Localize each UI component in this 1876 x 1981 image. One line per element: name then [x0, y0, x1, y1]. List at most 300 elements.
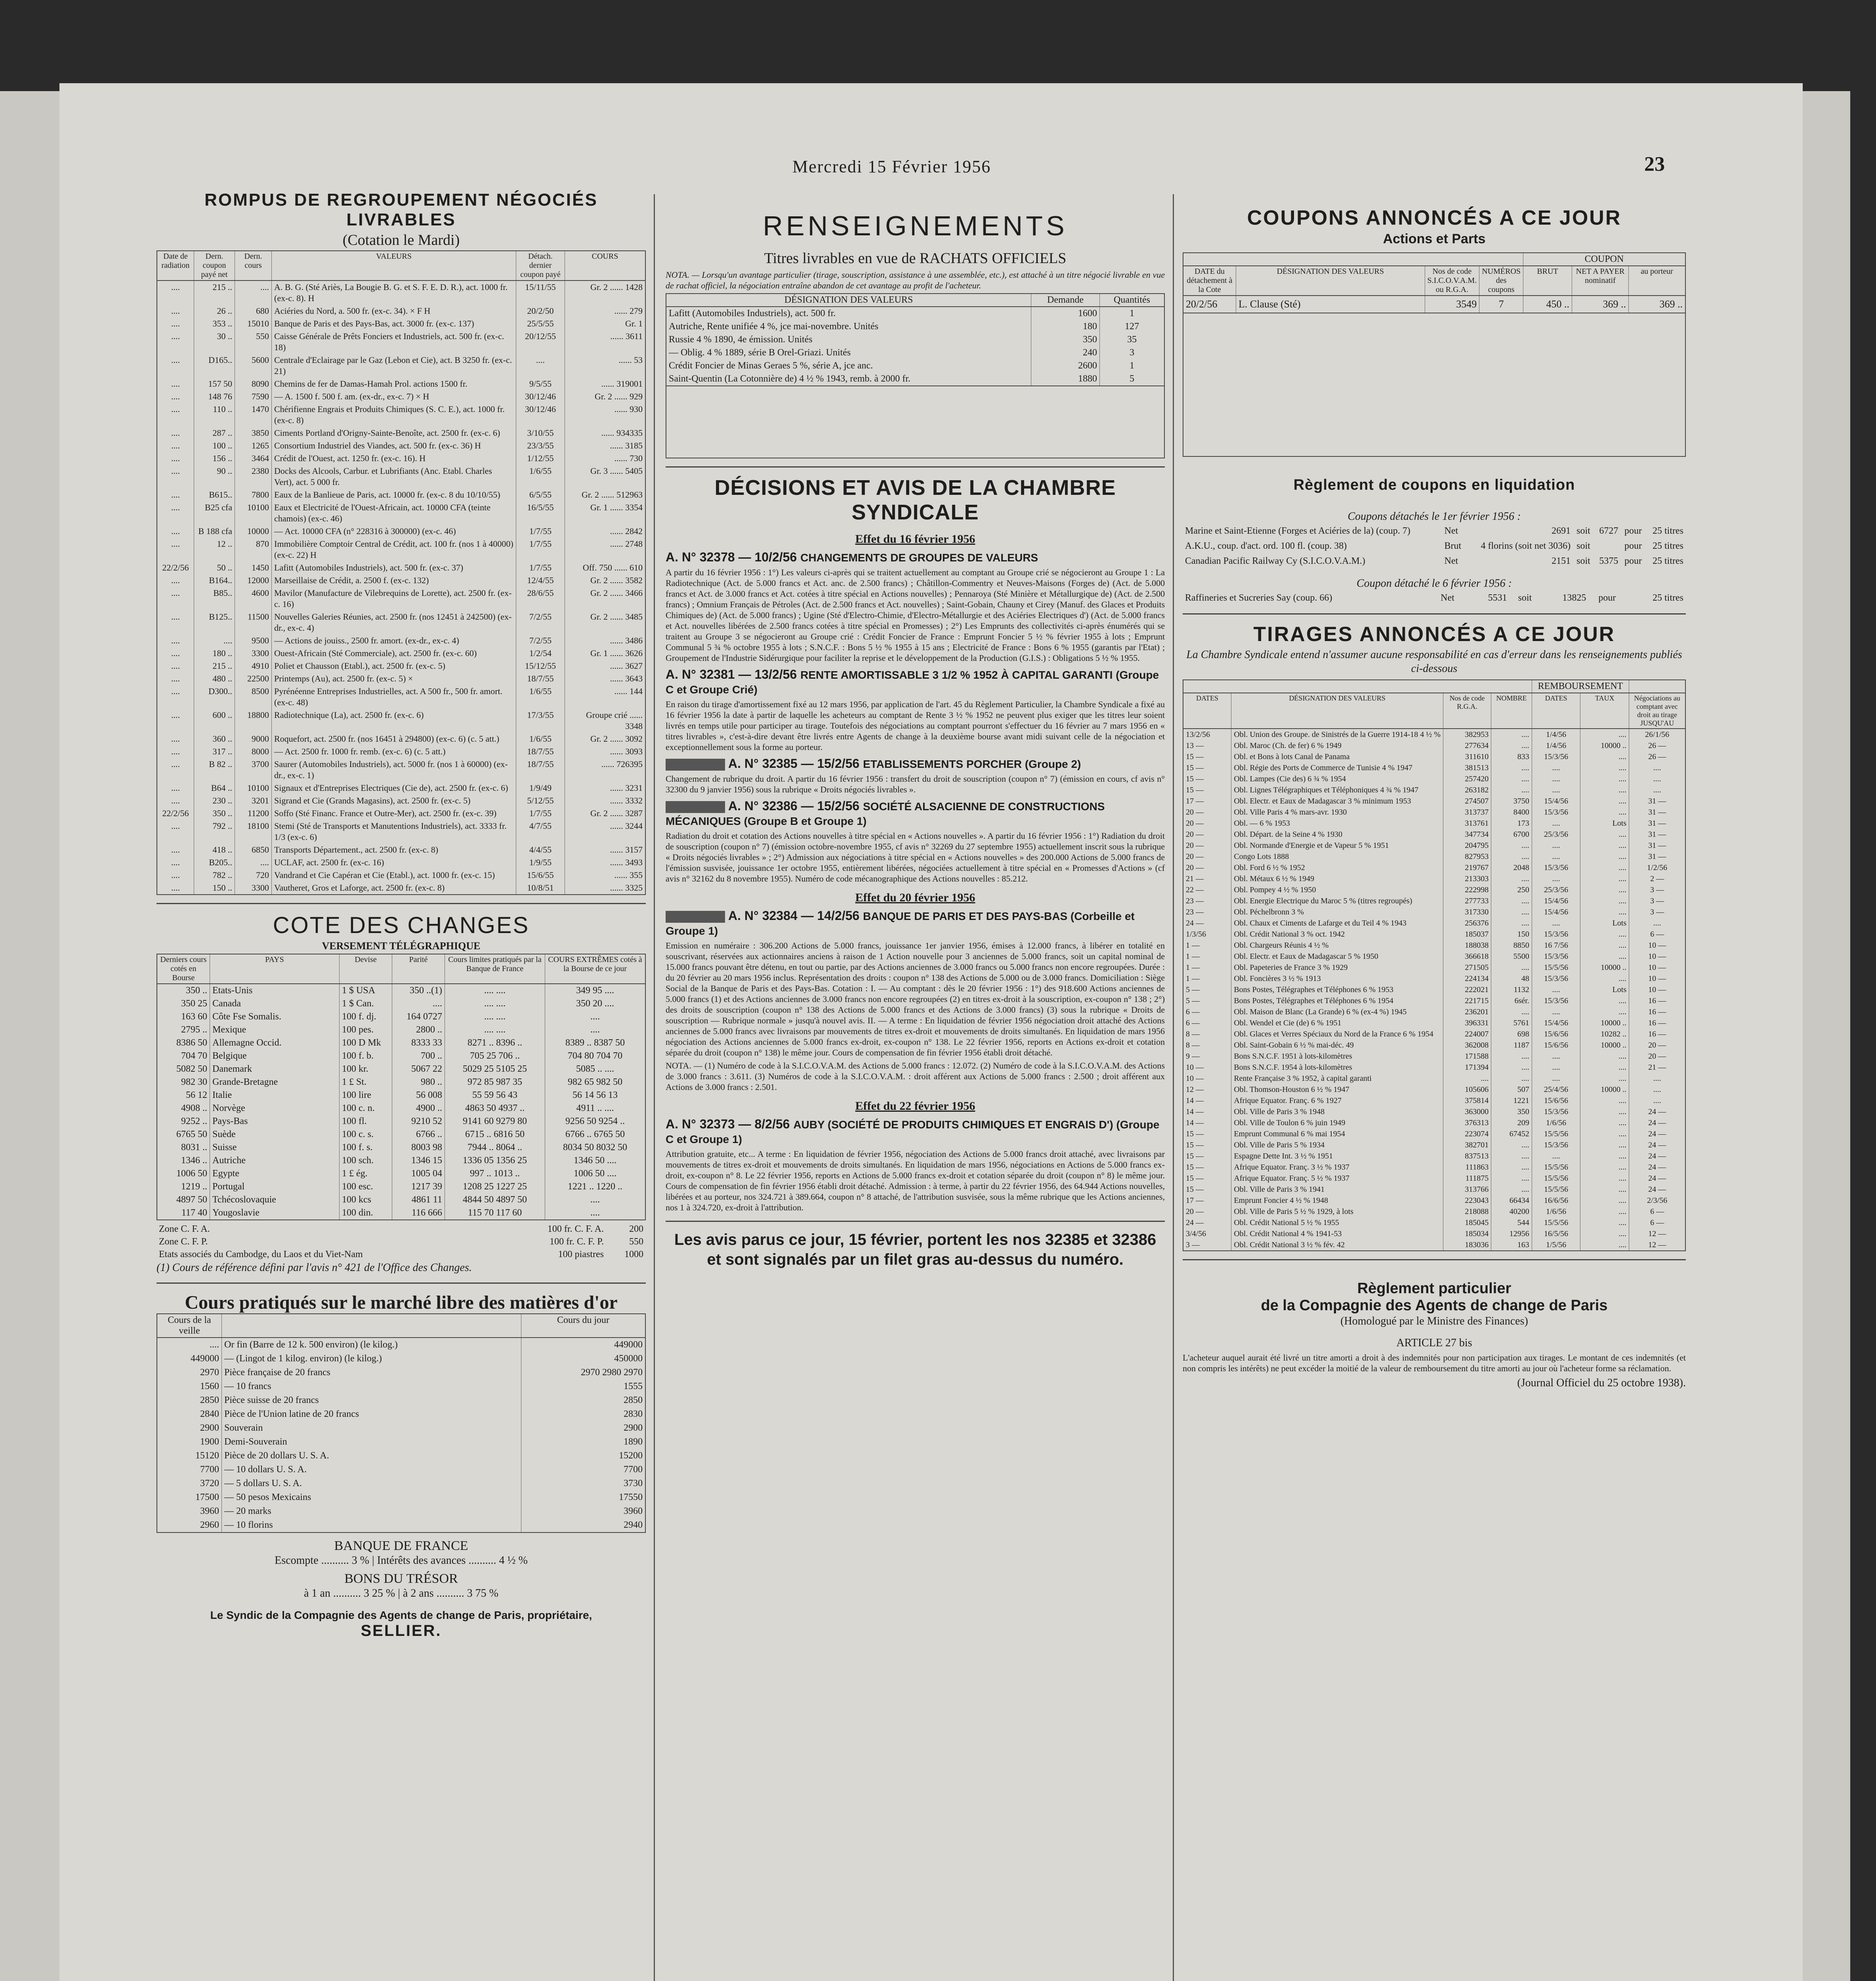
- or-row-cell: Pièce de 20 dollars U. S. A.: [222, 1449, 521, 1463]
- filet-gras: [666, 759, 725, 771]
- rompus-row-cell: Mavilor (Manufacture de Vilebrequins de Lorette), act. 2500 fr. (ex-c. 16): [272, 587, 516, 611]
- reglement-row-cell: [1594, 538, 1621, 553]
- rompus-row-cell: ....: [157, 634, 194, 647]
- or-row-cell: Pièce suisse de 20 francs: [222, 1393, 521, 1407]
- rompus-row-cell: Lafitt (Automobiles Industriels), act. 500 fr. (ex-c. 37): [272, 561, 516, 574]
- tirages-row-cell: 20 —: [1183, 829, 1231, 840]
- rompus-row-cell: 3464: [235, 452, 272, 465]
- tirages-row-cell: 26 —: [1629, 751, 1685, 762]
- tirages-row-cell: 1221: [1491, 1095, 1532, 1106]
- tirages-row-cell: 31 —: [1629, 818, 1685, 829]
- tirages-row-cell: ....: [1580, 1139, 1629, 1151]
- tirages-row-cell: Obl. Ville de Toulon 6 % juin 1949: [1231, 1117, 1443, 1128]
- tirages-row-cell: 507: [1491, 1084, 1532, 1095]
- renseignements-row-cell: 35: [1100, 333, 1165, 346]
- zone-row-cell: 100 fr. C. F. P.: [550, 1237, 604, 1247]
- coupons-header-5: NET A PAYER nominatif: [1572, 266, 1629, 296]
- rompus-row-cell: 15/6/55: [516, 869, 565, 882]
- coupons-row-cell: 450 ..: [1523, 296, 1572, 313]
- rompus-row: [157, 561, 645, 574]
- changes-row-cell: 4897 50: [157, 1193, 210, 1206]
- tirages-row: [1183, 1139, 1685, 1151]
- rompus-row-cell: ....: [235, 856, 272, 869]
- tirages-row-cell: 15/4/56: [1532, 796, 1580, 807]
- tirages-row-cell: 15/3/56: [1532, 1106, 1580, 1117]
- tirages-row-cell: 313737: [1443, 807, 1491, 818]
- or-row: [157, 1407, 645, 1421]
- avis-text: En raison du tirage d'amortissement fixé au 12 mars 1956, par application de l'art. 45 du Règlement Particulier, la Chambre Syndicale a fixé au 16 février 1956 la date à partir de laquelle les acheteurs au comptant de Rente 3 ½ % 1952 ne peuvent plus exiger que les titres leur soient livrés en temps utile pour participer au tirage. Toutefois des négociations au comptant pourront s'effectuer du 16 février au 7 mars 1956 en « titres livrables », c'est-à-dire devant être livrés entre Agents de change à la deuxième bourse avant midi suivant celle de la négociation et exceptionnellement sous la forme au porteur.: [666, 699, 1165, 752]
- divider: [666, 1221, 1165, 1222]
- tirages-row: [1183, 918, 1685, 929]
- avis-text: Radiation du droit et cotation des Actions nouvelles à titre spécial en « Actions nouvelles ». A partir du 16 février 1956 : 1°) Radiation du droit de souscription (coupon n° 7) (émission octobre-novembre 1955, cf avis n° 32269 du 27 septembre 1955) actuellement inscrit sous la rubrique « Droits négociés livrables » ; 2°) Admission aux négociations à titre spécial en « Actions nouvelles » des 200.000 Actions de 5.000 francs de l'émission susvisée, jouissance 1er octobre 1955, entièrement libérées, négociées actuellement à titre spécial en « Promesses d'Actions » (cf avis n° 32162 du 8 novembre 1955). Numéro de code mécanographique des Actions nouvelles : 85.212.: [666, 831, 1165, 884]
- changes-row-cell: Italie: [210, 1089, 340, 1102]
- changes-row-cell: 6765 50: [157, 1128, 210, 1141]
- rompus-row-cell: 12000: [235, 574, 272, 587]
- or-row-cell: 1560: [157, 1380, 222, 1393]
- changes-row-cell: 55 59 56 43: [445, 1089, 545, 1102]
- tirages-row-cell: Obl. Foncières 3 ½ % 1913: [1231, 973, 1443, 984]
- banque-title: BANQUE DE FRANCE: [334, 1538, 468, 1553]
- rompus-row-cell: Gr. 1: [565, 317, 646, 330]
- changes-row-cell: 1217 39: [392, 1180, 445, 1193]
- rompus-row-cell: Centrale d'Eclairage par le Gaz (Lebon et Cie), act. B 3250 fr. (ex-c. 21): [272, 354, 516, 378]
- renseignements-row: [666, 320, 1164, 333]
- tirages-row: [1183, 1228, 1685, 1239]
- tirages-row: [1183, 807, 1685, 818]
- rompus-row-cell: 18100: [235, 820, 272, 844]
- tirages-row-cell: 31 —: [1629, 807, 1685, 818]
- rompus-section: [156, 190, 646, 895]
- tirages-row-cell: 10 —: [1629, 984, 1685, 995]
- changes-row-cell: 350 ..(1): [392, 984, 445, 997]
- rompus-row-cell: 15/12/55: [516, 660, 565, 672]
- reglement-row-cell: 5375: [1599, 556, 1618, 566]
- tirages-row-cell: ....: [1532, 851, 1580, 862]
- tirages-row-cell: ....: [1580, 751, 1629, 762]
- changes-row-cell: 6715 .. 6816 50: [445, 1128, 545, 1141]
- tirages-row-cell: 20 —: [1183, 1206, 1231, 1217]
- reglement-row-cell: 13825: [1562, 593, 1586, 603]
- tirages-row: [1183, 1062, 1685, 1073]
- changes-row-cell: 982 30: [157, 1076, 210, 1089]
- changes-header-0: Derniers cours cotés en Bourse: [157, 954, 210, 984]
- tirages-row-cell: 10 —: [1629, 940, 1685, 951]
- tirages-row-cell: 66434: [1491, 1195, 1532, 1206]
- reglement-row-cell: 25 titres: [1653, 593, 1683, 603]
- tirages-row-cell: 15/4/56: [1532, 907, 1580, 918]
- tirages-row-cell: 15/5/56: [1532, 1162, 1580, 1173]
- rompus-row-cell: B205..: [194, 856, 235, 869]
- tirages-row-cell: Obl. Normande d'Energie et de Vapeur 5 % 1951: [1231, 840, 1443, 851]
- avis-tag: BANQUE DE PARIS ET DES PAYS-BAS (Corbeille et Groupe 1): [666, 910, 1135, 937]
- avis-item: [666, 799, 1165, 884]
- tirages-row-cell: 833: [1491, 751, 1532, 762]
- rompus-row-cell: ....: [157, 427, 194, 439]
- or-row: [157, 1477, 645, 1491]
- changes-row-cell: 100 kr.: [340, 1063, 392, 1076]
- column-rule-1: [654, 194, 655, 1981]
- tirages-row-cell: Obl. Papeteries de France 3 % 1929: [1231, 962, 1443, 973]
- tirages-row-cell: 2048: [1491, 862, 1532, 873]
- rompus-row-cell: 1/7/55: [516, 525, 565, 538]
- renseignements-table: [666, 293, 1165, 386]
- avis-tag: ETABLISSEMENTS PORCHER (Groupe 2): [863, 758, 1081, 770]
- tirages-row-cell: ....: [1532, 1006, 1580, 1017]
- rompus-row-cell: Gr. 2 ...... 3466: [565, 587, 646, 611]
- rompus-row-cell: Vandrand et Cie Capéran et Cie (Etabl.), act. 1000 fr. (ex-c. 15): [272, 869, 516, 882]
- tirages-row-cell: ....: [1580, 1051, 1629, 1062]
- or-row-cell: — 50 pesos Mexicains: [222, 1491, 521, 1504]
- rompus-row-cell: Gr. 2 ...... 3582: [565, 574, 646, 587]
- rompus-row-cell: 100 ..: [194, 439, 235, 452]
- changes-row-cell: 115 70 117 60: [445, 1206, 545, 1220]
- renseignements-row-cell: 2600: [1031, 359, 1100, 372]
- rompus-row-cell: ....: [157, 794, 194, 807]
- avis-text: Changement de rubrique du droit. A partir du 16 février 1956 : transfert du droit de souscription (coupon n° 7) (émission en cours, cf avis n° 32300 du 9 janvier 1956) sous la rubrique « Droits négociés livrables ».: [666, 774, 1165, 794]
- renseignements-row: [666, 333, 1164, 346]
- rompus-row-cell: ...... 3486: [565, 634, 646, 647]
- tirages-row-cell: ....: [1580, 1106, 1629, 1117]
- rompus-row-cell: Stemi (Sté de Transports et Manutentions Industriels), act. 3333 fr. 1/3 (ex-c. 6): [272, 820, 516, 844]
- rompus-row-cell: ....: [157, 439, 194, 452]
- rompus-row-cell: ...... 3185: [565, 439, 646, 452]
- changes-row-cell: 1221 .. 1220 ..: [545, 1180, 646, 1193]
- tirages-row-cell: ....: [1580, 951, 1629, 962]
- rompus-row-cell: ...... 3643: [565, 672, 646, 685]
- tirages-row-cell: 3 —: [1629, 895, 1685, 907]
- changes-row-cell: 100 din.: [340, 1206, 392, 1220]
- changes-row-cell: 116 666: [392, 1206, 445, 1220]
- rompus-row-cell: Pyrénéenne Entreprises Industrielles, act. A 500 fr., 500 fr. amort. (ex-c. 48): [272, 685, 516, 709]
- rompus-row-cell: 28/6/55: [516, 587, 565, 611]
- coupons-row-cell: 3549: [1425, 296, 1479, 313]
- or-row: [157, 1491, 645, 1504]
- rompus-row-cell: — A. 1500 f. 500 f. am. (ex-dr., ex-c. 7) × H: [272, 390, 516, 403]
- rompus-row-cell: ...... 144: [565, 685, 646, 709]
- changes-row-cell: 56 008: [392, 1089, 445, 1102]
- rompus-row-cell: 350 ..: [194, 807, 235, 820]
- rompus-row-cell: 1/7/55: [516, 561, 565, 574]
- changes-row-cell: 1 $ Can.: [340, 997, 392, 1010]
- tirages-row-cell: Obl. Crédit National 3 % oct. 1942: [1231, 929, 1443, 940]
- tirages-row-cell: 2 —: [1629, 873, 1685, 884]
- tirages-row-cell: Obl. Electr. et Eaux de Madagascar 3 % minimum 1953: [1231, 796, 1443, 807]
- tirages-row-cell: Obl. Crédit National 5 ½ % 1955: [1231, 1217, 1443, 1228]
- tirages-row-cell: 12956: [1491, 1228, 1532, 1239]
- rompus-row-cell: Nouvelles Galeries Réunies, act. 2500 fr. (nos 12451 à 242500) (ex-dr., ex-c. 4): [272, 611, 516, 634]
- tirages-row-cell: 21 —: [1629, 1062, 1685, 1073]
- rompus-row-cell: 1/6/55: [516, 685, 565, 709]
- changes-row: [157, 1206, 645, 1220]
- tirages-row-cell: ....: [1580, 1006, 1629, 1017]
- tirages-row-cell: ....: [1532, 840, 1580, 851]
- rompus-row-cell: B85..: [194, 587, 235, 611]
- changes-row-cell: 1 £ ég.: [340, 1167, 392, 1180]
- effet-2: Effet du 20 février 1956: [855, 891, 975, 904]
- or-row-cell: 1555: [521, 1380, 646, 1393]
- renseignements-row-cell: 5: [1100, 372, 1165, 386]
- tirages-row: [1183, 740, 1685, 751]
- tirages-row-cell: ....: [1532, 918, 1580, 929]
- tirages-row-cell: ....: [1491, 1162, 1532, 1173]
- tirages-row-cell: ....: [1580, 1095, 1629, 1106]
- rompus-row-cell: 1/7/55: [516, 807, 565, 820]
- renseignements-row: [666, 307, 1164, 320]
- changes-row-cell: 1005 04: [392, 1167, 445, 1180]
- rompus-row-cell: ....: [194, 634, 235, 647]
- tirages-row-cell: ....: [1491, 851, 1532, 862]
- rompus-row-cell: ....: [157, 317, 194, 330]
- changes-row-cell: 100 D Mk: [340, 1036, 392, 1050]
- reglement-row-cell: soit: [1576, 556, 1590, 566]
- rompus-row: [157, 305, 645, 317]
- rompus-row-cell: 26 ..: [194, 305, 235, 317]
- tirages-subtitle: La Chambre Syndicale entend n'assumer aucune responsabilité en cas d'erreur dans les renseignements publiés ci-dessous: [1186, 649, 1682, 675]
- rompus-row-cell: 10/8/51: [516, 882, 565, 895]
- rompus-row-cell: 12 ..: [194, 538, 235, 561]
- tirages-row-cell: 40200: [1491, 1206, 1532, 1217]
- tirages-row-cell: Obl. et Bons à lots Canal de Panama: [1231, 751, 1443, 762]
- rompus-row-cell: Sigrand et Cie (Grands Magasins), act. 2500 fr. (ex-c. 5): [272, 794, 516, 807]
- rompus-row: [157, 634, 645, 647]
- tirages-row: [1183, 784, 1685, 796]
- tirages-row-cell: Obl. Saint-Gobain 6 ½ % mai-déc. 49: [1231, 1040, 1443, 1051]
- tirages-row: [1183, 940, 1685, 951]
- rompus-row: [157, 685, 645, 709]
- rompus-row-cell: 317 ..: [194, 745, 235, 758]
- rompus-row-cell: ....: [157, 611, 194, 634]
- rompus-row-cell: 10000: [235, 525, 272, 538]
- tirages-row-cell: Espagne Dette Int. 3 ½ % 1951: [1231, 1151, 1443, 1162]
- coupons-table: [1183, 252, 1686, 313]
- tirages-header-4: DATES: [1532, 693, 1580, 729]
- tirages-row-cell: 14 —: [1183, 1106, 1231, 1117]
- or-row-cell: 1890: [521, 1435, 646, 1449]
- or-row: [157, 1435, 645, 1449]
- rompus-row-cell: 110 ..: [194, 403, 235, 427]
- tirages-row-cell: ....: [1580, 773, 1629, 784]
- rompus-row: [157, 660, 645, 672]
- changes-row-cell: 5067 22: [392, 1063, 445, 1076]
- or-row: [157, 1393, 645, 1407]
- avis-text: Emission en numéraire : 306.200 Actions de 5.000 francs, jouissance 1er janvier 1956, émises à 12.000 francs, à libérer en totalité en souscrivant, réservées aux actionnaires anciens à raison de 1 Action nouvelle pour 3 anciennes de 5.000 francs, soit un capital nominal de 15.000 francs pouvant être détenu, en tout ou partie, par des Actions anciennes de 3.000 francs ou 5.000 francs non encore regroupées. Durée : du 20 février au 20 mars 1956 inclus. Représentation des droits : coupon n° 138 des Actions de 5.000 ou de 3.000 francs. Domiciliation : Siège Social de la Banque de Paris et des Pays-Bas. Cotation : I. — Au comptant : dès le 20 février 1956 : 1°) des 918.600 Actions anciennes de 5.000 francs (1) et des Actions anciennes de 3.000 francs non encore regroupées (2) en titres ex-droit à la souscription, ex-coupon n° 138 ; 2°) des droits de souscription (coupon n° 138 des Actions de 5.000 francs et des Actions de 3.000 francs) (3) sous la rubrique « Droits de souscription — Rubrique normale » jusqu'à nouvel avis. II. — A terme : En liquidation de février 1956 négociation droit attaché des Actions anciennes de 5.000 francs avec livraisons par mouvements de titres ex-droit et mouvements de droits simultanés. En liquidation de mars 1956 négociation des Actions anciennes de 5.000 francs ex-droit, ex-coupon n° 138. Le 22 février 1956, reports en Actions ex-droit et cotation séparée du droit (coupon n° 138) le même jour. Cours de compensation de fin février 1956 établi droit détaché.: [666, 941, 1165, 1057]
- or-row-cell: 2970: [157, 1366, 222, 1380]
- rompus-row-cell: 418 ..: [194, 844, 235, 856]
- rompus-row-cell: Vautheret, Gros et Laforge, act. 2500 fr. (ex-c. 8): [272, 882, 516, 895]
- tirages-row-cell: ....: [1580, 1195, 1629, 1206]
- tirages-row-cell: Afrique Equator. Franç. 3 ½ % 1937: [1231, 1162, 1443, 1173]
- tirages-row-cell: ....: [1580, 907, 1629, 918]
- zone-row-cell: 100 piastres: [558, 1249, 604, 1260]
- tirages-row-cell: Obl. Ville de Paris 5 ½ % 1929, à lots: [1231, 1206, 1443, 1217]
- tirages-row-cell: 24 —: [1629, 1117, 1685, 1128]
- tirages-row-cell: 25/4/56: [1532, 1084, 1580, 1095]
- reglement-row-cell: 5531: [1488, 593, 1507, 603]
- changes-row-cell: ....: [392, 997, 445, 1010]
- rompus-row-cell: 11200: [235, 807, 272, 820]
- tirages-row-cell: 48: [1491, 973, 1532, 984]
- tirages-row-cell: 1 —: [1183, 951, 1231, 962]
- rompus-row: [157, 378, 645, 390]
- tirages-row-cell: 16 —: [1629, 995, 1685, 1006]
- coupons-subtitle: Actions et Parts: [1383, 231, 1486, 246]
- tirages-row: [1183, 1073, 1685, 1084]
- or-row-cell: — 20 marks: [222, 1504, 521, 1518]
- rompus-header-3: VALEURS: [272, 251, 516, 281]
- tirages-row-cell: Emprunt Foncier 4 ½ % 1948: [1231, 1195, 1443, 1206]
- or-row: [157, 1518, 645, 1533]
- changes-row-cell: 972 85 987 35: [445, 1076, 545, 1089]
- reglement-row: [1183, 590, 1686, 605]
- tirages-row-cell: 376313: [1443, 1117, 1491, 1128]
- tirages-row-cell: 20 —: [1629, 1051, 1685, 1062]
- tirages-row-cell: 22 —: [1183, 884, 1231, 895]
- changes-row-cell: 8031 ..: [157, 1141, 210, 1154]
- tirages-row-cell: ....: [1491, 1051, 1532, 1062]
- reglement-title: Règlement de coupons en liquidation: [1293, 477, 1575, 493]
- left-column: [156, 190, 646, 1640]
- changes-row-cell: 4900 ..: [392, 1102, 445, 1115]
- tirages-row-cell: ....: [1491, 762, 1532, 773]
- avis-tag: SOCIÉTÉ ALSACIENNE DE CONSTRUCTIONS MÉCANIQUES (Groupe B et Groupe 1): [666, 800, 1105, 827]
- tirages-row-cell: Obl. Lampes (Cie des) 6 ¾ % 1954: [1231, 773, 1443, 784]
- changes-row-cell: 1006 50: [157, 1167, 210, 1180]
- changes-row-cell: 1 £ St.: [340, 1076, 392, 1089]
- coupons-section: [1183, 206, 1686, 457]
- renseignements-section: [666, 210, 1165, 458]
- zone-row-cell: 550: [629, 1237, 643, 1247]
- or-row-cell: 2960: [157, 1518, 222, 1533]
- tirages-row-cell: 311610: [1443, 751, 1491, 762]
- changes-row-cell: 1219 ..: [157, 1180, 210, 1193]
- rompus-header-1: Dern. coupon payé net: [194, 251, 235, 281]
- or-row: [157, 1463, 645, 1477]
- tirages-row-cell: 1/2/56: [1629, 862, 1685, 873]
- closing-notice: Les avis parus ce jour, 15 février, portent les nos 32385 et 32386 et sont signalés par un filet gras au-dessus du numéro.: [674, 1231, 1157, 1268]
- tirages-row-cell: ....: [1629, 1073, 1685, 1084]
- tirages-row-cell: 12 —: [1183, 1084, 1231, 1095]
- tirages-row: [1183, 1206, 1685, 1217]
- rompus-row-cell: ....: [157, 782, 194, 794]
- rompus-row-cell: ....: [157, 330, 194, 354]
- rompus-row-cell: ...... 3231: [565, 782, 646, 794]
- reglement-row-cell: 2151: [1552, 556, 1571, 566]
- or-row-cell: 7700: [157, 1463, 222, 1477]
- coupons-row-cell: 369 ..: [1629, 296, 1686, 313]
- tirages-row-cell: ....: [1532, 1051, 1580, 1062]
- rompus-row-cell: Gr. 2 ...... 1428: [565, 281, 646, 305]
- renseignements-row-cell: 3: [1100, 346, 1165, 359]
- tirages-row-cell: Emprunt Communal 6 % mai 1954: [1231, 1128, 1443, 1139]
- rompus-row-cell: 18800: [235, 709, 272, 733]
- or-row-cell: 1900: [157, 1435, 222, 1449]
- tirages-row-cell: 16 —: [1629, 1017, 1685, 1029]
- rompus-row-cell: 1/7/55: [516, 538, 565, 561]
- rompus-header-4: Détach. dernier coupon payé: [516, 251, 565, 281]
- changes-row-cell: Belgique: [210, 1050, 340, 1063]
- tirages-row-cell: ....: [1580, 796, 1629, 807]
- tirages-row-cell: Obl. Lignes Télégraphiques et Téléphoniques 4 ¾ % 1947: [1231, 784, 1443, 796]
- rompus-row-cell: 22/2/56: [157, 807, 194, 820]
- renseignements-header-1: Demande: [1031, 294, 1100, 307]
- changes-row: [157, 1050, 645, 1063]
- changes-row-cell: 56 14 56 13: [545, 1089, 646, 1102]
- reglement-row-cell: pour: [1624, 541, 1642, 551]
- coupons-header-1: DÉSIGNATION DES VALEURS: [1236, 266, 1425, 296]
- tirages-row: [1183, 1084, 1685, 1095]
- reglement-row-cell: pour: [1624, 526, 1642, 536]
- rompus-row-cell: ...... 3627: [565, 660, 646, 672]
- rompus-row: [157, 538, 645, 561]
- tirages-row: [1183, 1106, 1685, 1117]
- tirages-row-cell: 3750: [1491, 796, 1532, 807]
- tirages-row: [1183, 973, 1685, 984]
- tirages-row-cell: 6 —: [1629, 1206, 1685, 1217]
- tirages-row-cell: Bons Postes, Télégraphes et Téléphones 6 % 1954: [1231, 995, 1443, 1006]
- changes-row: [157, 1089, 645, 1102]
- changes-row: [157, 1076, 645, 1089]
- or-row-cell: 2970 2980 2970: [521, 1366, 646, 1380]
- tirages-row-cell: ....: [1629, 773, 1685, 784]
- rompus-row-cell: ....: [157, 745, 194, 758]
- tirages-row-cell: ....: [1491, 773, 1532, 784]
- rompus-row-cell: 8500: [235, 685, 272, 709]
- rompus-row-cell: 3201: [235, 794, 272, 807]
- tirages-row-cell: 224007: [1443, 1029, 1491, 1040]
- reglement-row: [1183, 553, 1686, 569]
- coupons-row-cell: 7: [1479, 296, 1523, 313]
- rompus-row-cell: Docks des Alcools, Carbur. et Lubrifiants (Anc. Etabl. Charles Vert), act. 5 000 fr.: [272, 465, 516, 489]
- rompus-row-cell: Gr. 1 ...... 3354: [565, 501, 646, 525]
- changes-row-cell: 350 25: [157, 997, 210, 1010]
- tirages-row-cell: ....: [1491, 1184, 1532, 1195]
- or-row-cell: 3960: [157, 1504, 222, 1518]
- renseignements-row-cell: 180: [1031, 320, 1100, 333]
- tirages-row-cell: 20 —: [1183, 851, 1231, 862]
- rompus-row-cell: Chemins de fer de Damas-Hamah Prol. actions 1500 fr.: [272, 378, 516, 390]
- reglement-row-cell: 25 titres: [1653, 541, 1683, 551]
- tirages-row-cell: Rente Française 3 % 1952, à capital garanti: [1231, 1073, 1443, 1084]
- changes-row-cell: 164 0727: [392, 1010, 445, 1023]
- tirages-row-cell: 1/4/56: [1532, 729, 1580, 740]
- tirages-row-cell: 381513: [1443, 762, 1491, 773]
- changes-row-cell: 163 60: [157, 1010, 210, 1023]
- renseignements-row-cell: 350: [1031, 333, 1100, 346]
- rompus-row-cell: ....: [157, 709, 194, 733]
- rompus-row-cell: ...... 3093: [565, 745, 646, 758]
- or-row-cell: — 10 dollars U. S. A.: [222, 1463, 521, 1477]
- tirages-row-cell: 698: [1491, 1029, 1532, 1040]
- reglement-table-1: [1183, 523, 1686, 569]
- tirages-row-cell: Obl. Maroc (Ch. de fer) 6 % 1949: [1231, 740, 1443, 751]
- avis-tag: CHANGEMENTS DE GROUPES DE VALEURS: [800, 552, 1038, 564]
- tirages-row-cell: 15/3/56: [1532, 1139, 1580, 1151]
- tirages-row-cell: 15 —: [1183, 762, 1231, 773]
- rompus-row-cell: ...... 726395: [565, 758, 646, 782]
- tirages-row-cell: ....: [1532, 1151, 1580, 1162]
- reglement-row-cell: Raffineries et Sucreries Say (coup. 66): [1185, 593, 1332, 603]
- tirages-row-cell: 15/3/56: [1532, 973, 1580, 984]
- changes-row-cell: 6766 ..: [392, 1128, 445, 1141]
- tirages-row-cell: 3/4/56: [1183, 1228, 1231, 1239]
- tirages-row: [1183, 1095, 1685, 1106]
- tirages-row-cell: ....: [1580, 1184, 1629, 1195]
- tirages-row-cell: Afrique Equator. Franç. 5 ½ % 1937: [1231, 1173, 1443, 1184]
- tirages-row-cell: ....: [1580, 1117, 1629, 1128]
- tirages-row-cell: 17 —: [1183, 796, 1231, 807]
- tirages-row-cell: 224134: [1443, 973, 1491, 984]
- rompus-row-cell: 1450: [235, 561, 272, 574]
